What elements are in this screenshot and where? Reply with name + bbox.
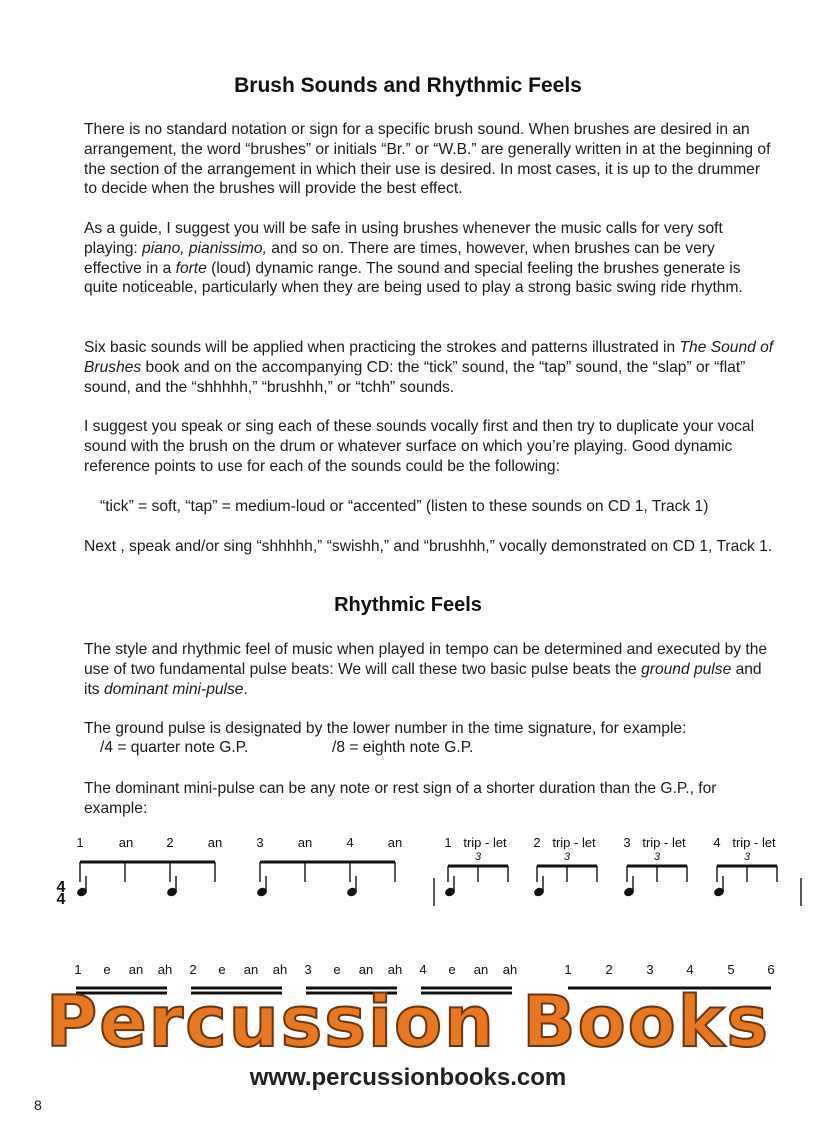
paragraph-ground-pulse: The ground pulse is designated by the lower number in the time signature, for example:	[84, 720, 687, 737]
count-label: 1	[444, 835, 452, 850]
count-label: 2	[533, 835, 541, 850]
paragraph-vocal: I suggest you speak or sing each of these sounds vocally first and then try to duplicate your vocal sound with the brush on the drum or whatever surface on which you’re playing. Good dynamic reference points to use for each of the sounds could be the following:	[84, 418, 755, 475]
paragraph-next: Next , speak and/or sing “shhhhh,” “swishh,” and “brushhh,” vocally demonstrated on CD 1, Track 1.	[84, 538, 773, 555]
main-heading: Brush Sounds and Rhythmic Feels	[234, 74, 582, 97]
count-label: an	[297, 835, 313, 850]
paragraph-notation: There is no standard notation or sign for a specific brush sound. When brushes are desired in an arrangement, the word “brushes” or initials “Br.” or “W.B.” are generally written in at the beginning of the section of the arrangement in which their use is desired. In most cases, it is up to the drummer to decide when the brushes will provide the best effect.	[84, 121, 771, 198]
time-signature-top: 4	[56, 879, 66, 896]
count-label: an	[118, 835, 134, 850]
count-label: 2	[605, 962, 613, 977]
count-label: ah	[272, 962, 288, 977]
count-label: e	[218, 962, 226, 977]
music-notation	[0, 826, 816, 1016]
count-label: 1	[74, 962, 82, 977]
logo-wordmark: Percussion Books	[45, 990, 771, 1060]
count-label: an	[207, 835, 223, 850]
count-label: an	[387, 835, 403, 850]
count-label: an	[128, 962, 144, 977]
notation-group	[57, 835, 801, 993]
count-label: trip - let	[552, 835, 596, 850]
paragraph-six-sounds: Six basic sounds will be applied when practicing the strokes and patterns illustrated in The Sound of Brushes book and on the accompanying CD: the “tick” sound, the “tap” sound, the “slap” or “flat” sound, and the “shhhhh,” “brushhh,” or “tchh” sounds.	[84, 339, 774, 396]
triplet-mark: 3	[653, 851, 661, 863]
count-label: ah	[157, 962, 173, 977]
count-label: 3	[646, 962, 654, 977]
count-label: 1	[76, 835, 84, 850]
count-label: an	[473, 962, 489, 977]
triplet-mark: 3	[743, 851, 751, 863]
triplet-mark: 3	[563, 851, 571, 863]
count-label: 1	[564, 962, 572, 977]
paragraph-mini-pulse: The dominant mini-pulse can be any note or rest sign of a shorter duration than the G.P., for example:	[84, 780, 717, 817]
page-number: 8	[34, 1097, 42, 1113]
paragraph-reference: “tick” = soft, “tap” = medium-loud or “accented” (listen to these sounds on CD 1, Track 1)	[100, 498, 709, 515]
percussion-books-logo	[0, 990, 816, 1060]
count-label: 4	[346, 835, 354, 850]
time-signature-bottom: 4	[56, 891, 66, 908]
gp-eighth: /8 = eighth note G.P.	[332, 739, 474, 756]
count-label: 3	[256, 835, 264, 850]
count-label: 6	[767, 962, 775, 977]
count-label: e	[448, 962, 456, 977]
count-label: e	[103, 962, 111, 977]
count-label: trip - let	[732, 835, 776, 850]
count-label: e	[333, 962, 341, 977]
count-label: 2	[166, 835, 174, 850]
count-label: trip - let	[463, 835, 507, 850]
count-label: 3	[623, 835, 631, 850]
paragraph-guide: As a guide, I suggest you will be safe in using brushes whenever the music calls for very soft playing: piano, pianissimo, and so on. There are times, however, when brushes can be very effective in a forte (loud) dynamic range. The sound and special feeling the brushes generate is quite noticeable, particularly when they are being used to play a strong basic swing ride rhythm.	[84, 220, 743, 297]
count-label: 4	[686, 962, 694, 977]
count-label: 4	[419, 962, 427, 977]
paragraph-rhythmic-feel: The style and rhythmic feel of music when played in tempo can be determined and executed by the use of two fundamental pulse beats: We will call these two basic pulse beats the ground pulse and its dominant mini-pulse.	[84, 641, 768, 698]
count-label: 2	[189, 962, 197, 977]
count-label: an	[243, 962, 259, 977]
count-label: ah	[502, 962, 518, 977]
count-label: an	[358, 962, 374, 977]
count-label: 3	[304, 962, 312, 977]
count-label: trip - let	[642, 835, 686, 850]
sub-heading: Rhythmic Feels	[334, 594, 482, 616]
website-url: www.percussionbooks.com	[249, 1064, 567, 1091]
count-label: 4	[713, 835, 721, 850]
ground-pulse-examples	[100, 739, 473, 757]
triplet-mark: 3	[474, 851, 482, 863]
count-label: ah	[387, 962, 403, 977]
gp-quarter: /4 = quarter note G.P.	[100, 739, 249, 756]
count-label: 5	[727, 962, 735, 977]
